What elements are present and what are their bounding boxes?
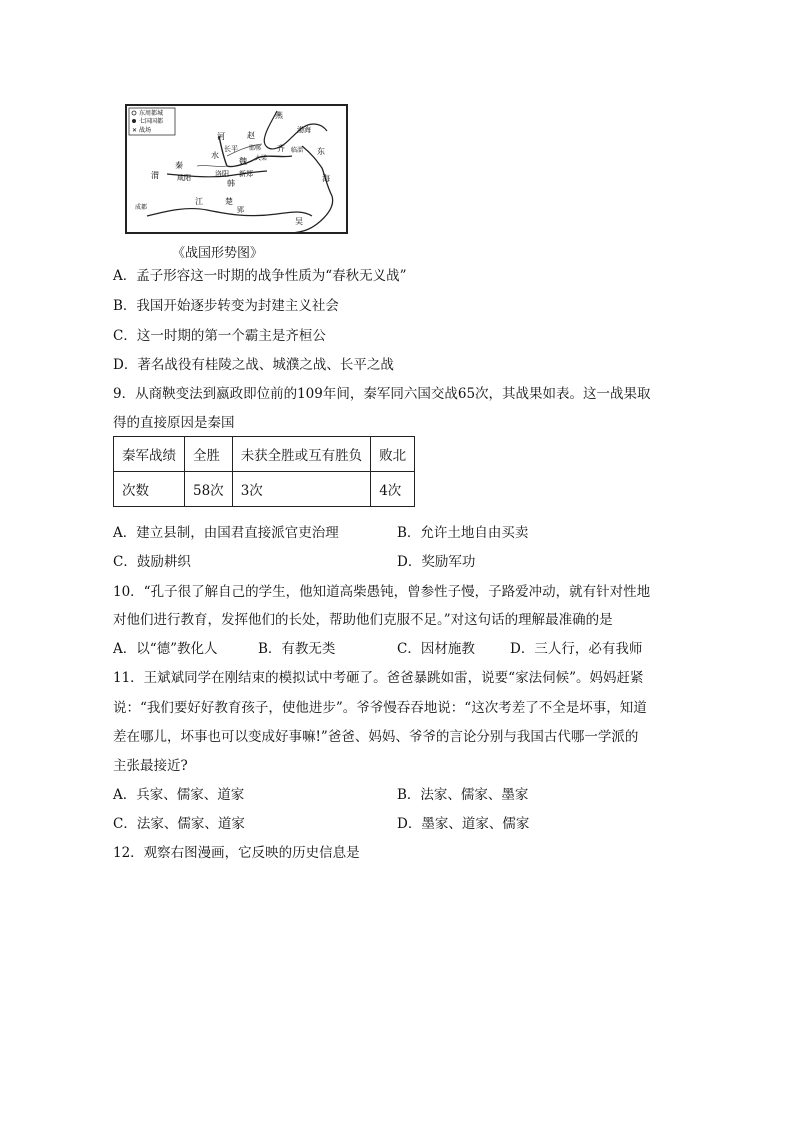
q11-stem-line3: 差在哪儿，坏事也可以变成好事嘛!”爸爸、妈妈、爷爷的言论分别与我国古代哪一学派的 bbox=[113, 729, 639, 745]
label-wei-river: 渭 bbox=[151, 171, 159, 180]
q8-option-b: B．我国开始逐步转变为封建主义社会 bbox=[113, 298, 339, 314]
q10-option-b: B．有教无类 bbox=[258, 641, 336, 657]
table-header-cell: 全胜 bbox=[185, 437, 233, 472]
q11-stem-line1: 11．王斌斌同学在刚结束的模拟试中考砸了。爸爸暴跳如雷，说要“家法伺候”。妈妈赶紧 bbox=[113, 670, 644, 686]
q9-stem-line2: 得的直接原因是秦国 bbox=[113, 415, 235, 431]
label-jiang: 江 bbox=[195, 197, 203, 206]
label-xianyang: 咸阳 bbox=[177, 174, 191, 182]
table-header-cell: 秦军战绩 bbox=[114, 437, 185, 472]
table-row bbox=[114, 437, 415, 472]
q8-option-d: D．著名战役有桂陵之战、城濮之战、长平之战 bbox=[113, 357, 394, 373]
warring-states-map bbox=[125, 104, 348, 234]
table-row bbox=[114, 472, 415, 507]
bohai-coast bbox=[264, 111, 327, 149]
label-qi: 齐 bbox=[277, 144, 285, 153]
label-han: 韩 bbox=[227, 179, 235, 188]
q8-option-a: A．孟子形容这一时期的战争性质为“春秋无义战” bbox=[113, 268, 407, 284]
label-bohai: 渤海 bbox=[297, 126, 311, 134]
label-chengdu: 成都 bbox=[135, 204, 148, 211]
q10-option-c: C．因材施教 bbox=[397, 641, 475, 657]
label-daliang: 大梁 bbox=[255, 155, 268, 162]
label-wu: 吴 bbox=[295, 217, 303, 226]
label-chu: 楚 bbox=[225, 197, 233, 206]
q11-option-b: B．法家、儒家、墨家 bbox=[397, 787, 529, 803]
table-cell: 3次 bbox=[232, 472, 371, 507]
q11-option-d: D．墨家、道家、儒家 bbox=[397, 816, 530, 832]
q9-stem-line1: 9．从商鞅变法到嬴政即位前的109年间，秦军同六国交战65次，其战果如表。这一战果取 bbox=[113, 386, 651, 402]
label-he: 河 bbox=[217, 132, 225, 141]
q9-results-table bbox=[113, 436, 415, 507]
label-zhao: 赵 bbox=[247, 131, 255, 140]
q9-option-d: D．奖励军功 bbox=[397, 554, 476, 570]
battle-symbol-icon: ✕ bbox=[132, 127, 138, 134]
q11-option-a: A．兵家、儒家、道家 bbox=[113, 787, 245, 803]
yangtze-river bbox=[147, 209, 312, 216]
table-cell: 58次 bbox=[185, 472, 233, 507]
q12-stem-line1: 12．观察右图漫画，它反映的历史信息是 bbox=[113, 845, 360, 861]
label-handan: 邯郸 bbox=[249, 145, 262, 152]
label-dong: 东 bbox=[317, 147, 325, 156]
q9-option-b: B．允许土地自由买卖 bbox=[397, 525, 529, 541]
label-luoyang: 洛阳 bbox=[215, 170, 229, 178]
label-shui: 水 bbox=[211, 151, 219, 160]
legend-item-2: 战场 bbox=[139, 127, 152, 134]
label-changping: 长平 bbox=[224, 145, 238, 153]
legend-item-0: 东周都城 bbox=[139, 110, 164, 117]
legend-item-1: 七国国都 bbox=[139, 118, 164, 125]
table-cell: 4次 bbox=[371, 472, 415, 507]
label-qin: 秦 bbox=[175, 161, 183, 170]
label-wei-state: 魏 bbox=[239, 157, 247, 166]
boundary-line-2 bbox=[197, 165, 227, 166]
q9-option-c: C．鼓励耕织 bbox=[113, 554, 191, 570]
q9-option-a: A．建立县制，由国君直接派官吏治理 bbox=[113, 525, 339, 541]
label-yan: 燕 bbox=[275, 111, 283, 120]
label-xinzheng: 新郑 bbox=[239, 170, 253, 178]
map-drawing bbox=[127, 106, 348, 234]
map-caption: 《战国形势图》 bbox=[172, 246, 264, 261]
q8-option-c: C．这一时期的第一个霸主是齐桓公 bbox=[113, 328, 326, 344]
table-header-cell: 败北 bbox=[371, 437, 415, 472]
state-capital-symbol-icon bbox=[132, 119, 136, 123]
table-cell: 次数 bbox=[114, 472, 185, 507]
label-hai: 海 bbox=[322, 174, 330, 183]
q11-stem-line4: 主张最接近? bbox=[113, 758, 188, 774]
label-ying: 郢 bbox=[237, 206, 244, 214]
q10-stem-line2: 对他们进行教育，发挥他们的长处，帮助他们克服不足。”对这句话的理解最准确的是 bbox=[113, 612, 613, 628]
q10-option-d: D．三人行，必有我师 bbox=[510, 641, 643, 657]
label-linzi: 临淄 bbox=[291, 147, 304, 154]
q10-option-a: A．以“德”教化人 bbox=[113, 641, 218, 657]
q10-stem-line1: 10．“孔子很了解自己的学生，他知道高柴愚钝，曾参性子慢，子路爱冲动，就有针对性地 bbox=[113, 584, 651, 600]
table-header-cell: 未获全胜或互有胜负 bbox=[232, 437, 371, 472]
q11-option-c: C．法家、儒家、道家 bbox=[113, 816, 245, 832]
q11-stem-line2: 说：“我们要好好教育孩子，使他进步”。爷爷慢吞吞地说：“这次考差了不全是坏事，知道 bbox=[113, 700, 647, 716]
